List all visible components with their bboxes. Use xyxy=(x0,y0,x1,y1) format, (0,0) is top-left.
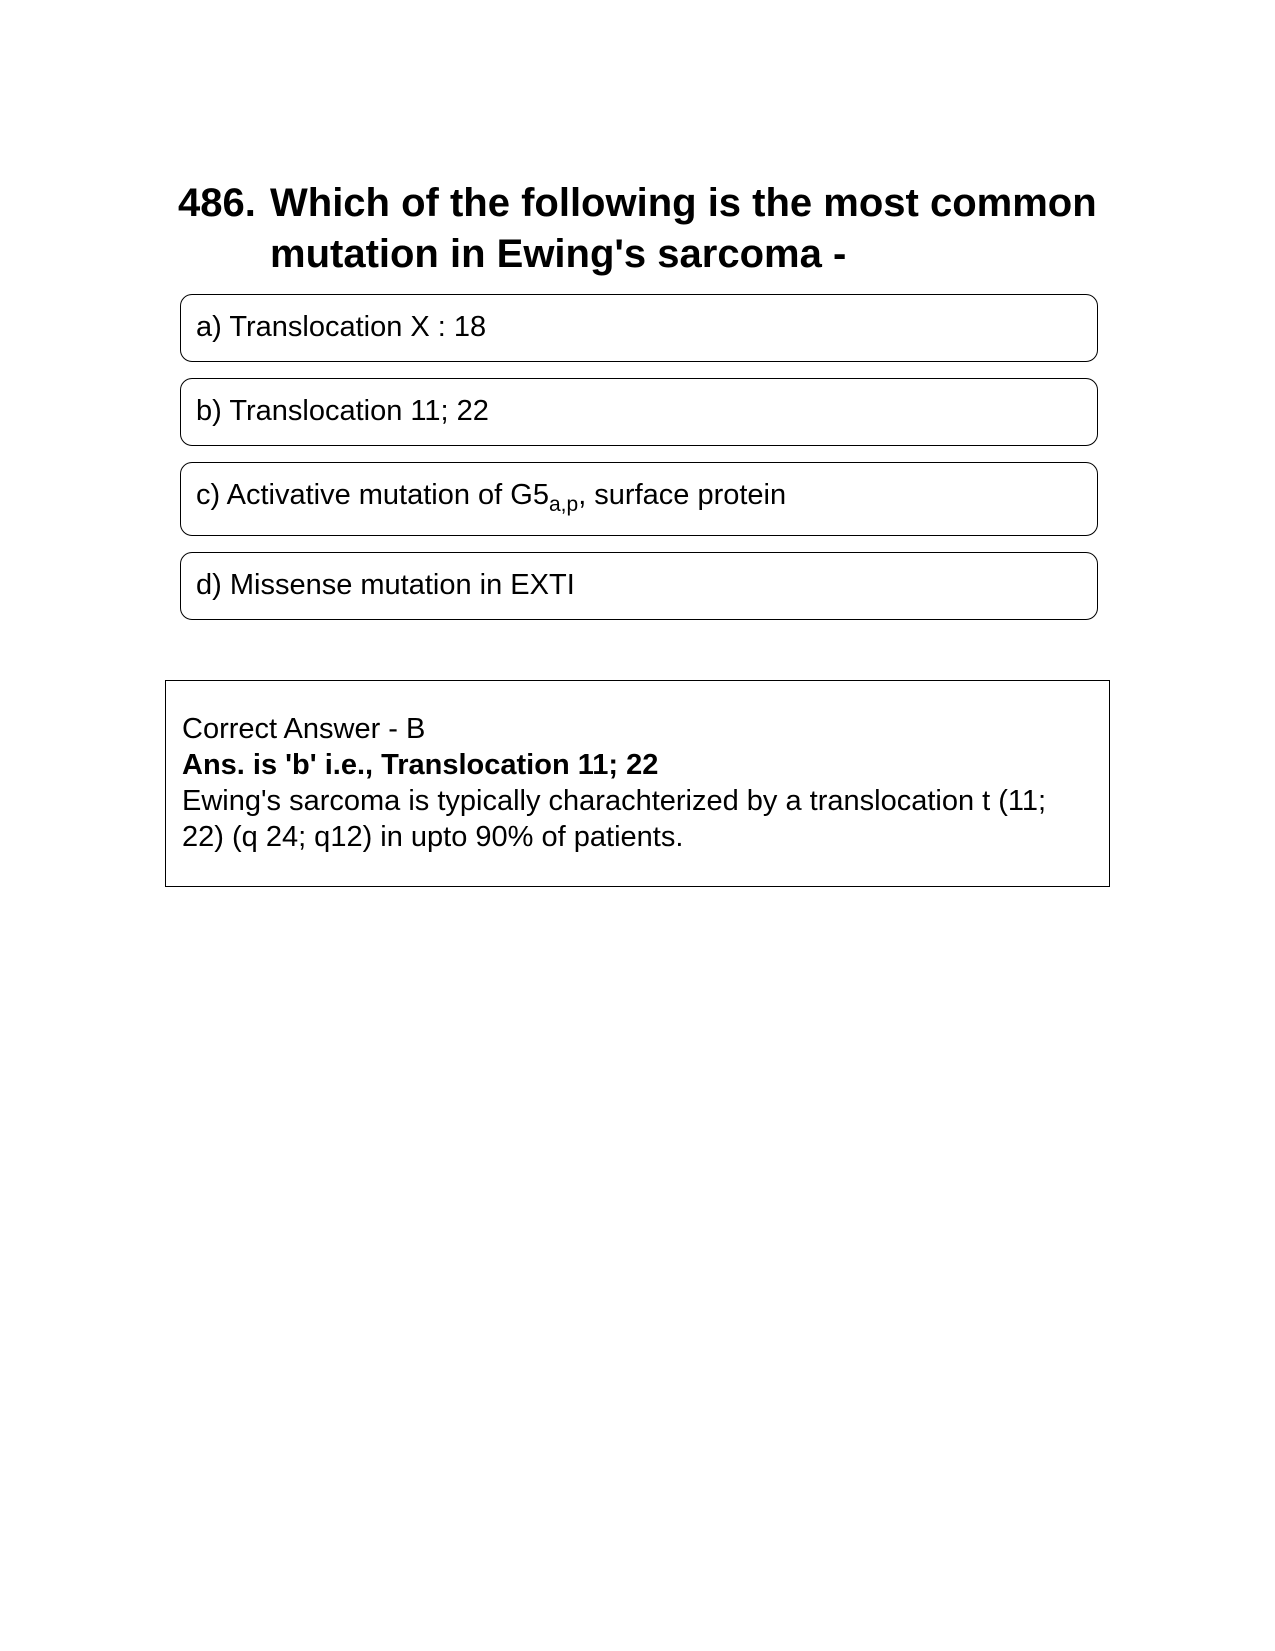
options-list xyxy=(180,294,1098,636)
answer-statement: Ans. is 'b' i.e., Translocation 11; 22 xyxy=(182,749,659,781)
option-b-label: b) Translocation 11; 22 xyxy=(196,395,489,427)
option-d[interactable] xyxy=(180,552,1098,620)
question xyxy=(178,178,1098,280)
answer-explanation: Ewing's sarcoma is typically charachterized by a translocation t (11; 22) (q 24; q12) in upto 90% of patients. xyxy=(182,785,1047,853)
question-text: Which of the following is the most common mutation in Ewing's sarcoma - xyxy=(270,181,1097,276)
option-c-label-start: c) Activative mutation of G5 xyxy=(196,479,549,511)
question-number: 486. xyxy=(178,181,256,225)
option-c-label-end: , surface protein xyxy=(578,479,787,511)
correct-answer-line: Correct Answer - B xyxy=(182,713,426,745)
option-b[interactable] xyxy=(180,378,1098,446)
option-c[interactable] xyxy=(180,462,1098,536)
option-a[interactable] xyxy=(180,294,1098,362)
option-d-label: d) Missense mutation in EXTI xyxy=(196,569,575,601)
option-c-subscript: a,p xyxy=(548,493,579,516)
answer-box xyxy=(165,680,1110,887)
option-a-label: a) Translocation X : 18 xyxy=(196,311,487,343)
